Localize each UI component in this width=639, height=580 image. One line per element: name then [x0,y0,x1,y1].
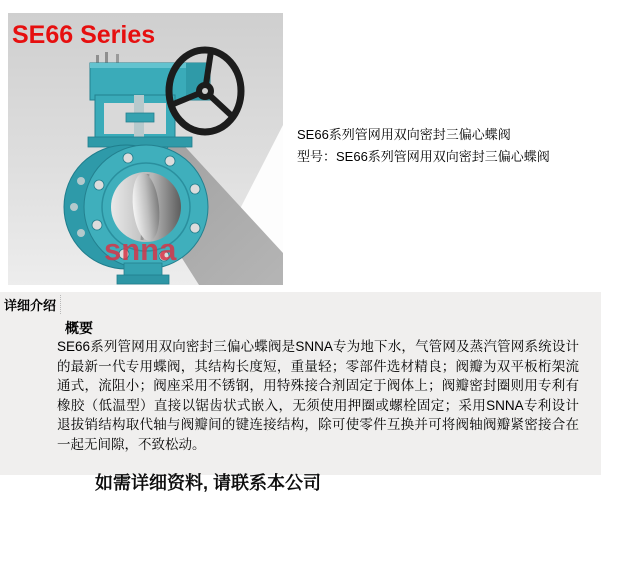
watermark-text: snna [104,232,177,267]
detail-panel [0,292,601,475]
summary-heading: 概要 [65,320,93,336]
product-name-line: SE66系列管网用双向密封三偏心蝶阀 [297,127,511,142]
section-title-detail-intro: 详细介绍 [4,295,61,314]
product-image [8,13,283,285]
series-title: SE66 Series [12,21,156,49]
valve-illustration [8,13,283,285]
summary-paragraph: SE66系列管网用双向密封三偏心蝶阀是SNNA专为地下水，气管网及蒸汽管网系统设计的最新一代专用蝶阀，其结构长度短，重量轻；零部件选材精良；阀瓣为双平板桁架流通式，流阻小；阀座采用不锈钢，用特殊接合剂固定于阀体上；阀瓣密封圈则用专利有橡胶（低温型）直接以锯齿状式嵌入，无须使用押圈或螺栓固定；采用SNNA专利设计退拔销结构取代轴与阀瓣间的键连接结构，除可使零件互换并可将阀轴阀瓣紧密接合在一起无间隙，不致松动。 [57,339,579,452]
product-model-line: 型号：SE66系列管网用双向密封三偏心蝶阀 [297,149,550,164]
product-text-block [297,124,550,168]
contact-line: 如需详细资料, 请联系本公司 [95,473,322,493]
